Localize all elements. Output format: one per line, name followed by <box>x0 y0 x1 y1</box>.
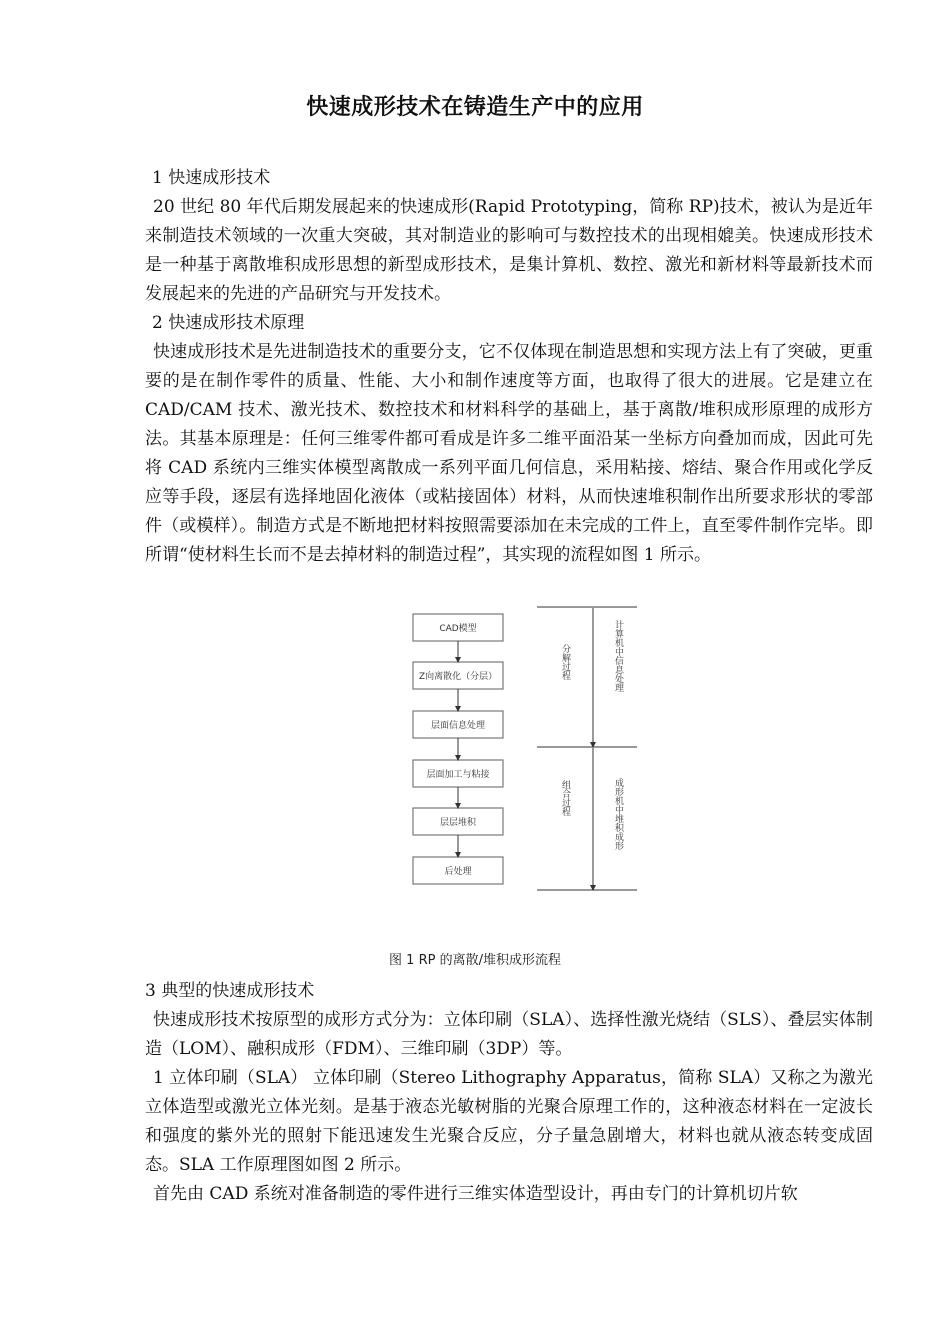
document-title: 快速成形技术在铸造生产中的应用 <box>306 95 644 120</box>
section-3-paragraph: 快速成形技术按原型的成形方式分为：立体印刷（SLA）、选择性激光烧结（SLS）、叠层实体制造（LOM）、融积成形（FDM）、三维印刷（3DP）等。 <box>145 1010 873 1059</box>
flow-step-3 <box>413 711 503 738</box>
flow-step-4-label: 层面加工与粘接 <box>426 770 490 780</box>
side-label-computer: 计算机中信息处理 <box>613 620 623 692</box>
flow-step-2 <box>413 662 503 689</box>
flow-step-1-label: CAD模型 <box>439 624 477 634</box>
phase-label-compose: 组合过程 <box>560 780 570 816</box>
flow-step-6 <box>413 857 503 884</box>
section-1-heading: 1 快速成形技术 <box>152 168 271 188</box>
section-3-1-paragraph: 1 立体印刷（SLA） 立体印刷（Stereo Lithography Apparatus，简称 SLA）又称之为激光立体造型或激光立体光刻。是基于液态光敏树脂的光聚合原理工作的，这种液态材料在一定波长和强度的紫外光的照射下能迅速发生光聚合反应，分子量急剧增大，材料也就从液态转变成固态。SLA 工作原理图如图 2 所示。 <box>145 1068 873 1175</box>
section-3-2-paragraph: 首先由 CAD 系统对准备制造的零件进行三维实体造型设计，再由专门的计算机切片软 <box>153 1184 798 1204</box>
flow-step-3-label: 层面信息处理 <box>430 721 486 731</box>
section-2-paragraph: 快速成形技术是先进制造技术的重要分支，它不仅体现在制造思想和实现方法上有了突破，更重要的是在制作零件的质量、性能、大小和制作速度等方面，也取得了很大的进展。它是建立在 CAD/CAM 技术、激光技术、数控技术和材料科学的基础上，基于离散/堆积成形原理的成形方法。其基本原理是：任何三维零件都可看成是许多二维平面沿某一坐标方向叠加而成，因此可先将 CAD 系统内三维实体模型离散成一系列平面几何信息，采用粘接、熔结、聚合作用或化学反应等手段，逐层有选择地固化液体（或粘接固体）材料，从而快速堆积制作出所要求形状的零部件（或模样）。制造方式是不断地把材料按照需要添加在未完成的工件上，直至零件制作完毕。即所谓“使材料生长而不是去掉材料的制造过程”，其实现的流程如图 1 所示。 <box>145 342 873 565</box>
figure-caption: 图 1 RP 的离散/堆积成形流程 <box>389 953 561 968</box>
rp-process-figure <box>405 600 645 895</box>
flow-step-6-label: 后处理 <box>444 867 472 877</box>
flow-step-4 <box>413 760 503 787</box>
section-3-heading: 3 典型的快速成形技术 <box>145 981 315 1001</box>
flow-step-5-label: 层层堆积 <box>439 818 477 828</box>
body-block-upper <box>145 164 873 570</box>
section-2-heading: 2 快速成形技术原理 <box>152 313 305 333</box>
flow-step-1 <box>413 614 503 641</box>
flow-step-5 <box>413 808 503 835</box>
phase-label-decompose: 分解过程 <box>560 644 570 680</box>
side-label-machine: 成形机中堆积成形 <box>613 778 623 850</box>
flow-step-2-label: Z向离散化（分层） <box>418 672 498 682</box>
rp-flowchart <box>405 600 645 895</box>
section-1-paragraph: 20 世纪 80 年代后期发展起来的快速成形(Rapid Prototyping，简称 RP)技术，被认为是近年来制造技术领域的一次重大突破，其对制造业的影响可与数控技术的出现相媲美。快速成形技术是一种基于离散堆积成形思想的新型成形技术，是集计算机、数控、激光和新材料等最新技术而发展起来的先进的产品研究与开发技术。 <box>145 197 873 304</box>
body-block-lower <box>145 977 873 1209</box>
